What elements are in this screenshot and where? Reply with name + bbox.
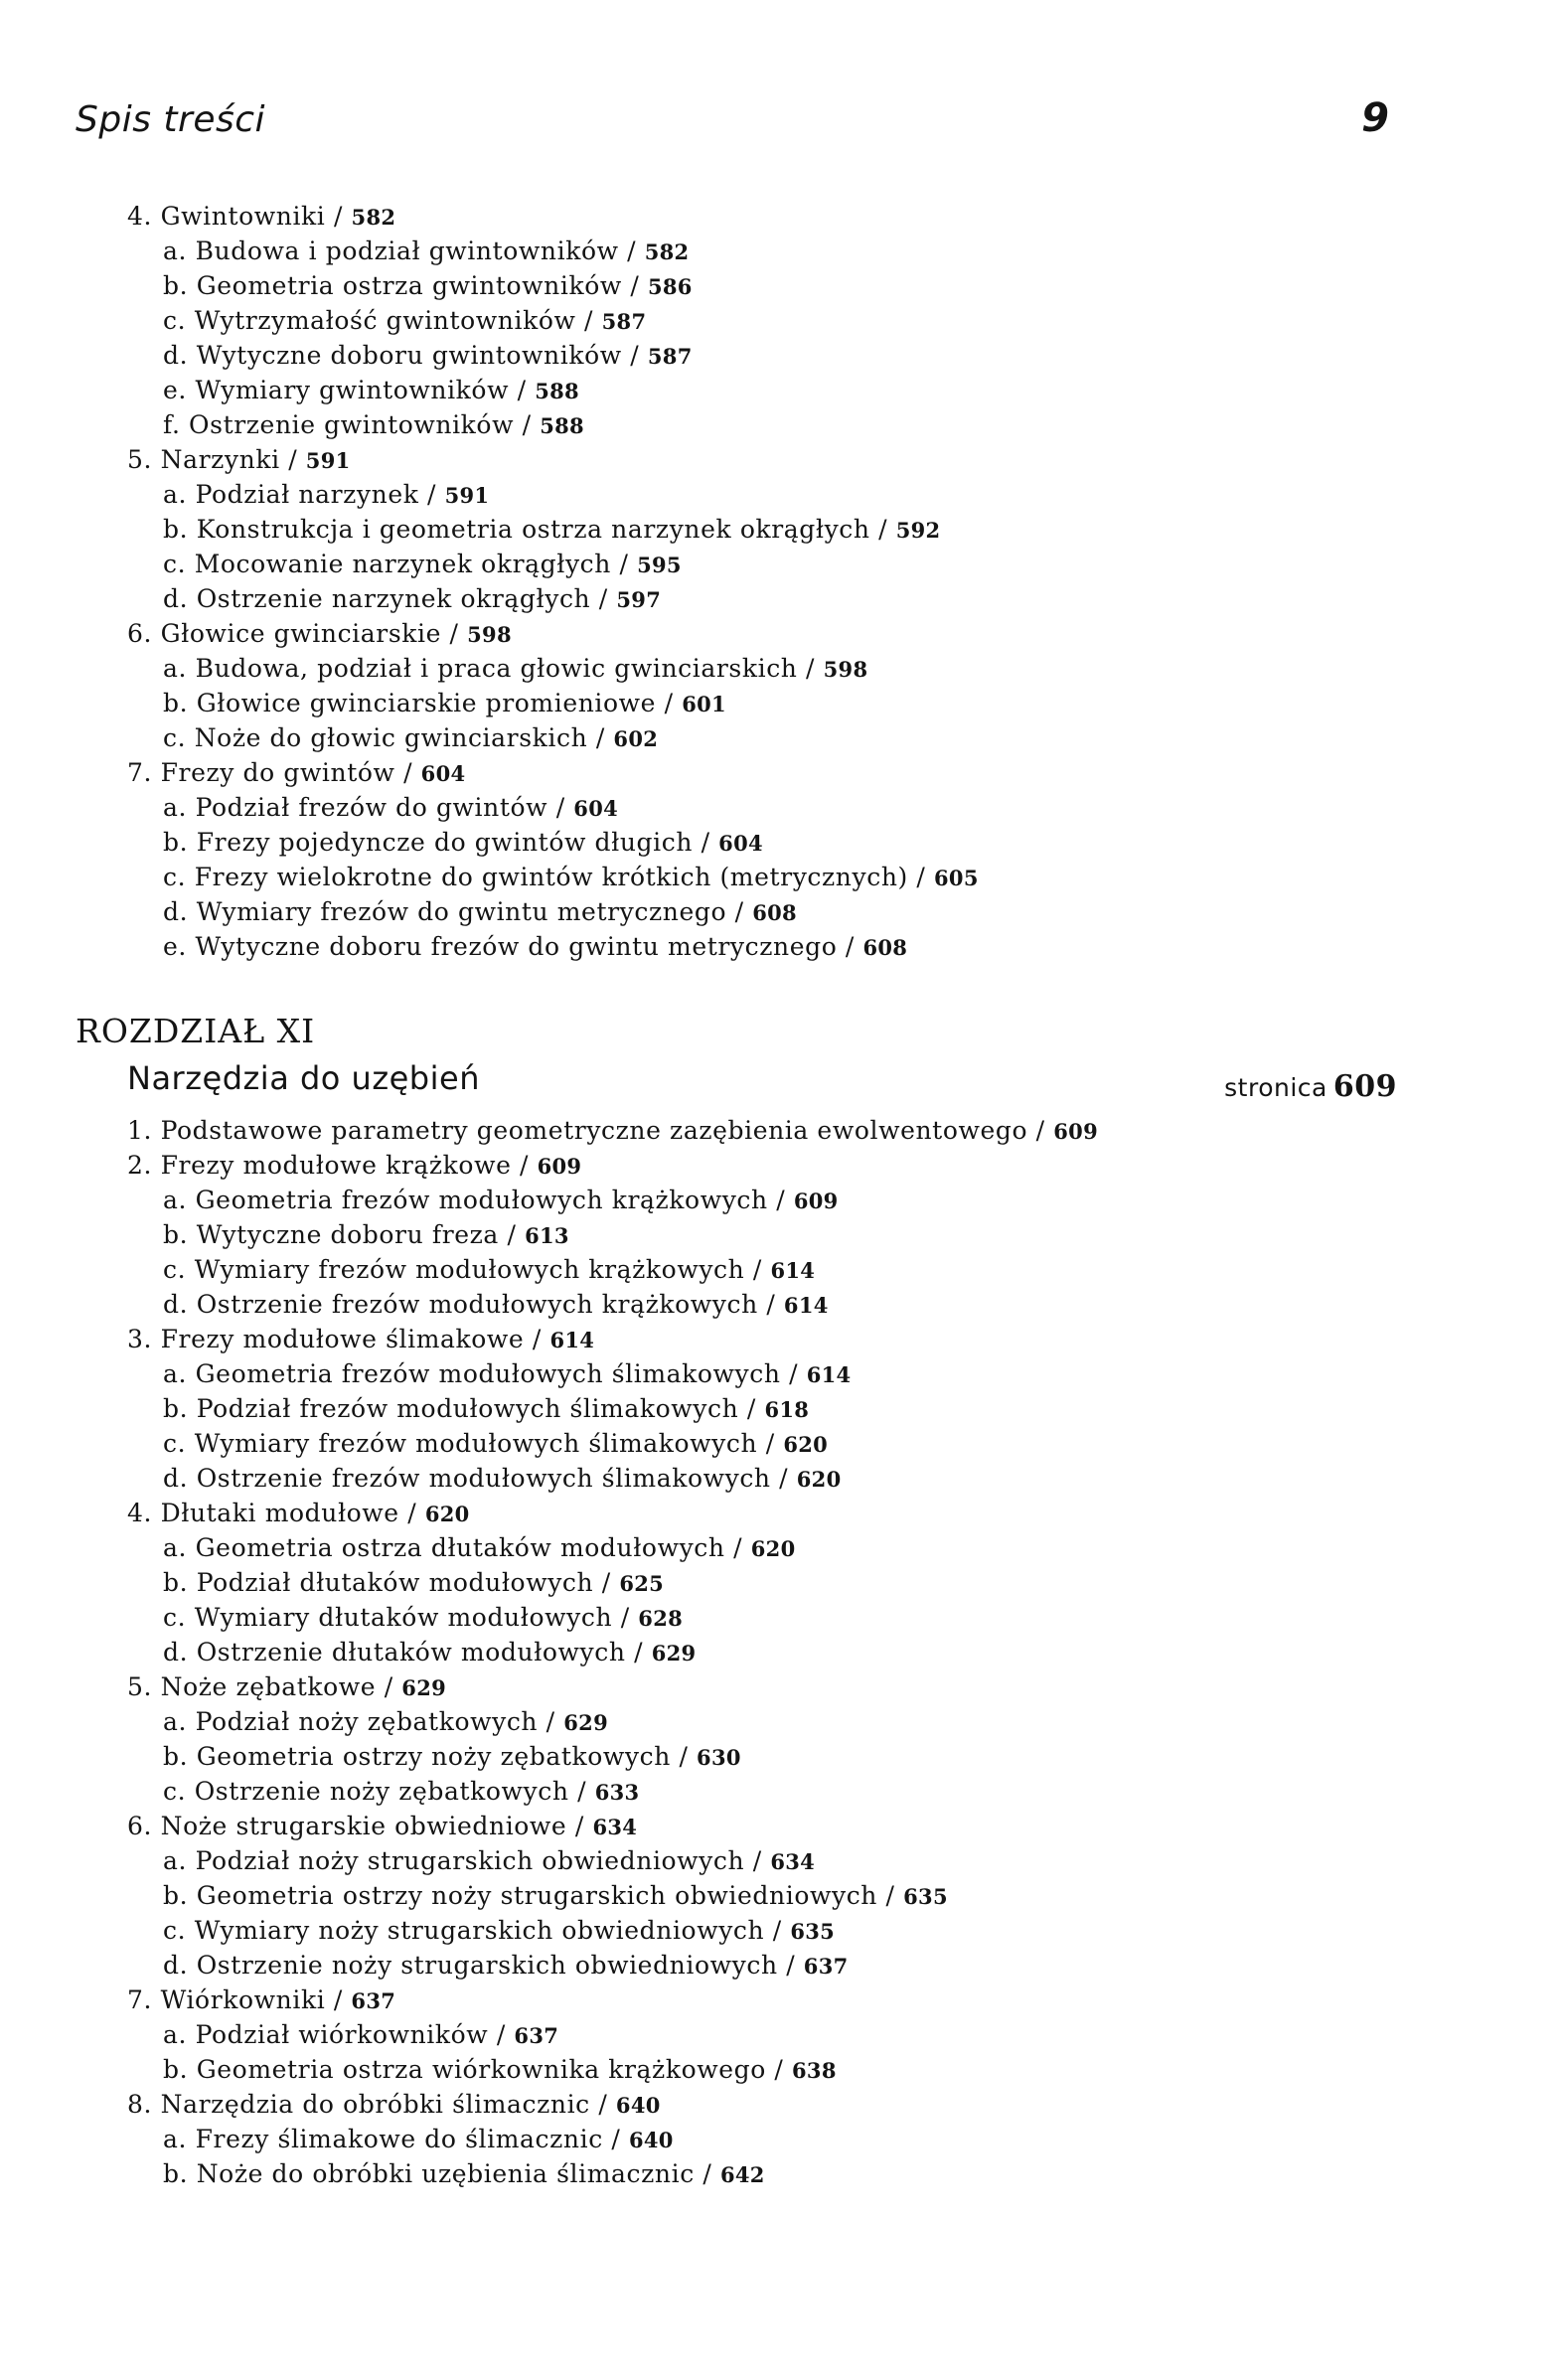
toc-entry-page: 586	[647, 274, 693, 299]
toc-separator: /	[325, 1985, 352, 2014]
toc-entry-page: 629	[563, 1710, 609, 1735]
toc-entry-label: e. Wytyczne doboru frezów do gwintu metrycznego	[163, 932, 838, 961]
toc-entry-label: c. Wymiary frezów modułowych krążkowych	[163, 1255, 745, 1284]
toc-subentry	[163, 1461, 842, 1496]
toc-entry-label: c. Wytrzymałość gwintowników	[163, 306, 576, 335]
toc-entry-label: d. Ostrzenie dłutaków modułowych	[163, 1638, 626, 1666]
toc-separator: /	[1027, 1116, 1054, 1145]
toc-entry-label: a. Geometria frezów modułowych krążkowych	[163, 1186, 768, 1214]
toc-entry-label: a. Frezy ślimakowe do ślimacznic	[163, 2125, 603, 2153]
toc-separator: /	[498, 1220, 526, 1249]
toc-entry-page: 588	[540, 413, 584, 438]
toc-entry-page: 630	[697, 1745, 741, 1770]
toc-entry-label: e. Wymiary gwintowników	[163, 376, 510, 404]
toc-entry-label: d. Ostrzenie noży strugarskich obwiedniowych	[163, 1951, 778, 1980]
toc-entry-page: 587	[601, 309, 647, 334]
toc-entry-page: 608	[862, 935, 908, 960]
toc-separator: /	[738, 1394, 765, 1423]
toc-entry-label: 6. Głowice gwinciarskie	[127, 619, 441, 648]
page-number: 9	[1361, 95, 1389, 141]
toc-subentry	[163, 686, 726, 720]
toc-separator: /	[621, 271, 648, 300]
toc-entry	[127, 1809, 637, 1843]
toc-entry-label: a. Geometria frezów modułowych ślimakowych	[163, 1359, 781, 1388]
toc-separator: /	[593, 1568, 620, 1597]
toc-entry-page: 614	[770, 1258, 816, 1283]
toc-subentry	[163, 2122, 674, 2156]
toc-entry-page: 635	[903, 1884, 948, 1909]
toc-subentry	[163, 1252, 815, 1287]
toc-subentry	[163, 651, 867, 686]
toc-entry-label: b. Geometria ostrzy noży zębatkowych	[163, 1742, 671, 1771]
toc-separator: /	[777, 1951, 804, 1980]
toc-entry-page: 638	[792, 2058, 837, 2083]
toc-subentry	[163, 1843, 815, 1878]
toc-subentry	[163, 1356, 851, 1391]
toc-subentry	[163, 338, 693, 373]
toc-subentry	[163, 790, 618, 825]
toc-subentry	[163, 1565, 664, 1600]
toc-entry-page: 582	[351, 205, 396, 230]
toc-entry-label: d. Ostrzenie frezów modułowych krążkowych	[163, 1290, 758, 1319]
toc-entry-label: c. Noże do głowic gwinciarskich	[163, 723, 588, 752]
toc-separator: /	[618, 237, 645, 265]
toc-entry-page: 605	[934, 866, 979, 890]
toc-entry	[127, 616, 512, 651]
chapter-heading: ROZDZIAŁ XI	[76, 1012, 316, 1050]
toc-entry-label: c. Wymiary dłutaków modułowych	[163, 1603, 613, 1632]
toc-separator: /	[757, 1429, 784, 1458]
toc-entry-label: a. Geometria ostrza dłutaków modułowych	[163, 1533, 725, 1562]
toc-entry-label: 6. Noże strugarskie obwiedniowe	[127, 1812, 567, 1840]
toc-subentry	[163, 1913, 835, 1948]
toc-entry-label: d. Wymiary frezów do gwintu metrycznego	[163, 897, 727, 926]
toc-subentry	[163, 303, 646, 338]
toc-entry-page: 592	[895, 518, 941, 543]
toc-separator: /	[394, 758, 421, 787]
toc-separator: /	[767, 1186, 794, 1214]
toc-entry-page: 620	[424, 1502, 470, 1526]
toc-entry-label: b. Geometria ostrza wiórkownika krążkowego	[163, 2055, 766, 2084]
toc-entry-label: c. Frezy wielokrotne do gwintów krótkich (metrycznych)	[163, 863, 908, 891]
toc-entry-page: 614	[806, 1362, 852, 1387]
toc-entry-page: 604	[573, 796, 619, 821]
toc-separator: /	[511, 1151, 538, 1180]
toc-separator: /	[765, 2055, 793, 2084]
toc-subentry	[163, 1948, 849, 1983]
toc-subentry	[163, 373, 579, 407]
toc-entry	[127, 1669, 446, 1704]
toc-entry-page: 604	[718, 831, 763, 856]
toc-entry	[127, 442, 351, 477]
toc-separator: /	[575, 306, 602, 335]
toc-entry-page: 598	[823, 657, 868, 682]
toc-entry-label: a. Budowa i podział gwintowników	[163, 237, 619, 265]
toc-subentry	[163, 1391, 809, 1426]
toc-entry-page: 597	[616, 587, 662, 612]
toc-entry-label: b. Noże do obróbki uzębienia ślimacznic	[163, 2159, 695, 2188]
toc-separator: /	[590, 584, 617, 613]
toc-entry-label: 2. Frezy modułowe krążkowe	[127, 1151, 512, 1180]
toc-separator: /	[757, 1290, 784, 1319]
toc-entry-page: 620	[783, 1432, 829, 1457]
toc-entry-label: a. Podział frezów do gwintów	[163, 793, 548, 822]
toc-subentry	[163, 1878, 948, 1913]
toc-separator: /	[744, 1846, 771, 1875]
toc-separator: /	[693, 828, 719, 857]
toc-separator: /	[589, 2090, 616, 2119]
toc-entry-page: 598	[467, 622, 512, 647]
toc-subentry	[163, 268, 693, 303]
toc-entry-label: 4. Dłutaki modułowe	[127, 1499, 399, 1527]
toc-entry-page: 642	[719, 2162, 765, 2187]
toc-separator: /	[538, 1707, 564, 1736]
toc-entry-page: 591	[444, 483, 490, 508]
toc-subentry	[163, 1426, 828, 1461]
toc-entry-label: b. Podział dłutaków modułowych	[163, 1568, 594, 1597]
toc-entry-label: d. Wytyczne doboru gwintowników	[163, 341, 622, 370]
toc-separator: /	[744, 1255, 771, 1284]
toc-entry-label: f. Ostrzenie gwintowników	[163, 410, 515, 439]
toc-separator: /	[398, 1499, 425, 1527]
toc-entry-label: 7. Wiórkowniki	[127, 1985, 326, 2014]
toc-subentry	[163, 547, 682, 581]
toc-subentry	[163, 1217, 569, 1252]
toc-entry-page: 588	[535, 379, 579, 403]
toc-separator: /	[877, 1881, 904, 1910]
chapter-start-page	[1224, 1069, 1397, 1104]
toc-separator: /	[587, 723, 614, 752]
toc-entry-label: c. Wymiary noży strugarskich obwiedniowych	[163, 1916, 765, 1945]
toc-separator: /	[907, 863, 934, 891]
toc-subentry	[163, 234, 689, 268]
toc-separator: /	[670, 1742, 698, 1771]
toc-entry-page: 613	[525, 1223, 569, 1248]
toc-separator: /	[610, 550, 638, 578]
toc-entry-page: 602	[613, 726, 659, 751]
toc-separator: /	[509, 376, 536, 404]
toc-subentry	[163, 407, 584, 442]
toc-entry-page: 609	[1053, 1119, 1098, 1144]
toc-entry-page: 640	[615, 2093, 661, 2118]
toc-entry-page: 614	[783, 1293, 829, 1318]
toc-entry-label: b. Geometria ostrzy noży strugarskich obwiedniowych	[163, 1881, 878, 1910]
toc-subentry	[163, 2156, 765, 2191]
toc-entry-page: 591	[305, 448, 351, 473]
toc-subentry	[163, 477, 489, 512]
toc-separator: /	[418, 480, 445, 509]
toc-subentry	[163, 1183, 839, 1217]
toc-separator: /	[780, 1359, 807, 1388]
toc-separator: /	[441, 619, 468, 648]
toc-entry-label: d. Ostrzenie narzynek okrągłych	[163, 584, 591, 613]
toc-subentry	[163, 512, 940, 547]
toc-entry-label: b. Wytyczne doboru freza	[163, 1220, 499, 1249]
toc-entry	[127, 755, 465, 790]
toc-entry-label: b. Podział frezów modułowych ślimakowych	[163, 1394, 739, 1423]
toc-entry-page: 614	[549, 1328, 595, 1352]
toc-entry-page: 601	[682, 692, 726, 716]
toc-entry-page: 620	[796, 1467, 842, 1492]
toc-entry-page: 625	[619, 1571, 665, 1596]
toc-entry	[127, 1148, 581, 1183]
toc-entry-page: 637	[803, 1954, 849, 1979]
toc-separator: /	[488, 2020, 515, 2049]
toc-entry-label: 5. Noże zębatkowe	[127, 1672, 377, 1701]
toc-entry-page: 640	[628, 2128, 674, 2152]
toc-subentry	[163, 720, 658, 755]
toc-separator: /	[621, 341, 648, 370]
toc-entry-page: 629	[401, 1675, 447, 1700]
toc-entry-label: 8. Narzędzia do obróbki ślimacznic	[127, 2090, 590, 2119]
toc-subentry	[163, 1287, 829, 1322]
toc-separator: /	[625, 1638, 652, 1666]
toc-entry-label: c. Wymiary frezów modułowych ślimakowych	[163, 1429, 758, 1458]
toc-entry-label: 5. Narzynki	[127, 445, 280, 474]
toc-entry-page: 637	[514, 2023, 559, 2048]
toc-entry-page: 609	[537, 1154, 582, 1179]
running-title: Spis treści	[76, 99, 266, 140]
chapter-title: Narzędzia do uzębień	[127, 1059, 480, 1097]
toc-entry-page: 609	[793, 1189, 839, 1213]
toc-entry-label: c. Mocowanie narzynek okrągłych	[163, 550, 611, 578]
toc-subentry	[163, 1635, 696, 1669]
toc-entry-page: 629	[651, 1641, 697, 1666]
toc-separator: /	[726, 897, 753, 926]
toc-subentry	[163, 2052, 837, 2087]
toc-separator: /	[514, 410, 541, 439]
toc-entry-page: 587	[647, 344, 693, 369]
toc-separator: /	[694, 2159, 720, 2188]
toc-subentry	[163, 1739, 741, 1774]
toc-entry	[127, 1496, 470, 1530]
chapter-start-label: stronica	[1224, 1073, 1327, 1102]
toc-entry-page: 633	[594, 1780, 640, 1805]
toc-entry	[127, 1113, 1098, 1148]
toc-separator: /	[325, 202, 352, 231]
toc-subentry	[163, 581, 661, 616]
toc-separator: /	[797, 654, 824, 683]
toc-separator: /	[612, 1603, 639, 1632]
toc-entry	[127, 199, 395, 234]
toc-separator: /	[279, 445, 306, 474]
toc-entry-label: d. Ostrzenie frezów modułowych ślimakowych	[163, 1464, 771, 1493]
toc-separator: /	[602, 2125, 629, 2153]
chapter-start-number: 609	[1332, 1069, 1397, 1104]
toc-entry-label: 4. Gwintowniki	[127, 202, 326, 231]
toc-subentry	[163, 2017, 558, 2052]
toc-entry-label: 1. Podstawowe parametry geometryczne zazębienia ewolwentowego	[127, 1116, 1028, 1145]
toc-separator: /	[547, 793, 574, 822]
toc-entry-label: b. Geometria ostrza gwintowników	[163, 271, 622, 300]
toc-subentry	[163, 825, 763, 860]
toc-separator: /	[869, 515, 896, 544]
toc-entry-page: 620	[750, 1536, 796, 1561]
toc-entry-page: 628	[638, 1606, 684, 1631]
toc-separator: /	[566, 1812, 593, 1840]
toc-subentry	[163, 894, 797, 929]
toc-entry	[127, 1322, 594, 1356]
toc-separator: /	[764, 1916, 791, 1945]
toc-separator: /	[376, 1672, 402, 1701]
toc-entry-label: b. Frezy pojedyncze do gwintów długich	[163, 828, 694, 857]
toc-entry-label: a. Budowa, podział i praca głowic gwinciarskich	[163, 654, 798, 683]
toc-separator: /	[724, 1533, 751, 1562]
toc-entry-label: a. Podział noży zębatkowych	[163, 1707, 539, 1736]
toc-entry	[127, 1983, 395, 2017]
toc-subentry	[163, 860, 979, 894]
toc-entry-label: 3. Frezy modułowe ślimakowe	[127, 1325, 525, 1353]
toc-subentry	[163, 1704, 608, 1739]
toc-entry-page: 635	[790, 1919, 836, 1944]
toc-separator: /	[568, 1777, 595, 1806]
toc-entry-label: b. Konstrukcja i geometria ostrza narzynek okrągłych	[163, 515, 870, 544]
toc-subentry	[163, 1530, 796, 1565]
toc-entry-label: a. Podział narzynek	[163, 480, 419, 509]
toc-separator: /	[524, 1325, 550, 1353]
toc-subentry	[163, 929, 907, 964]
toc-entry-page: 595	[637, 553, 682, 577]
toc-separator: /	[837, 932, 863, 961]
toc-entry-page: 604	[420, 761, 466, 786]
toc-entry-label: 7. Frezy do gwintów	[127, 758, 395, 787]
toc-entry-label: c. Ostrzenie noży zębatkowych	[163, 1777, 569, 1806]
toc-separator: /	[656, 689, 683, 717]
toc-entry-page: 634	[592, 1815, 638, 1839]
toc-subentry	[163, 1774, 639, 1809]
toc-entry-page: 634	[770, 1849, 816, 1874]
toc-entry-label: a. Podział noży strugarskich obwiedniowych	[163, 1846, 745, 1875]
toc-entry-page: 608	[752, 900, 797, 925]
toc-subentry	[163, 1600, 683, 1635]
toc-entry-label: a. Podział wiórkowników	[163, 2020, 489, 2049]
toc-separator: /	[770, 1464, 797, 1493]
toc-entry	[127, 2087, 661, 2122]
toc-entry-page: 637	[351, 1988, 396, 2013]
toc-entry-page: 618	[764, 1397, 810, 1422]
toc-entry-label: b. Głowice gwinciarskie promieniowe	[163, 689, 657, 717]
toc-entry-page: 582	[644, 239, 690, 264]
